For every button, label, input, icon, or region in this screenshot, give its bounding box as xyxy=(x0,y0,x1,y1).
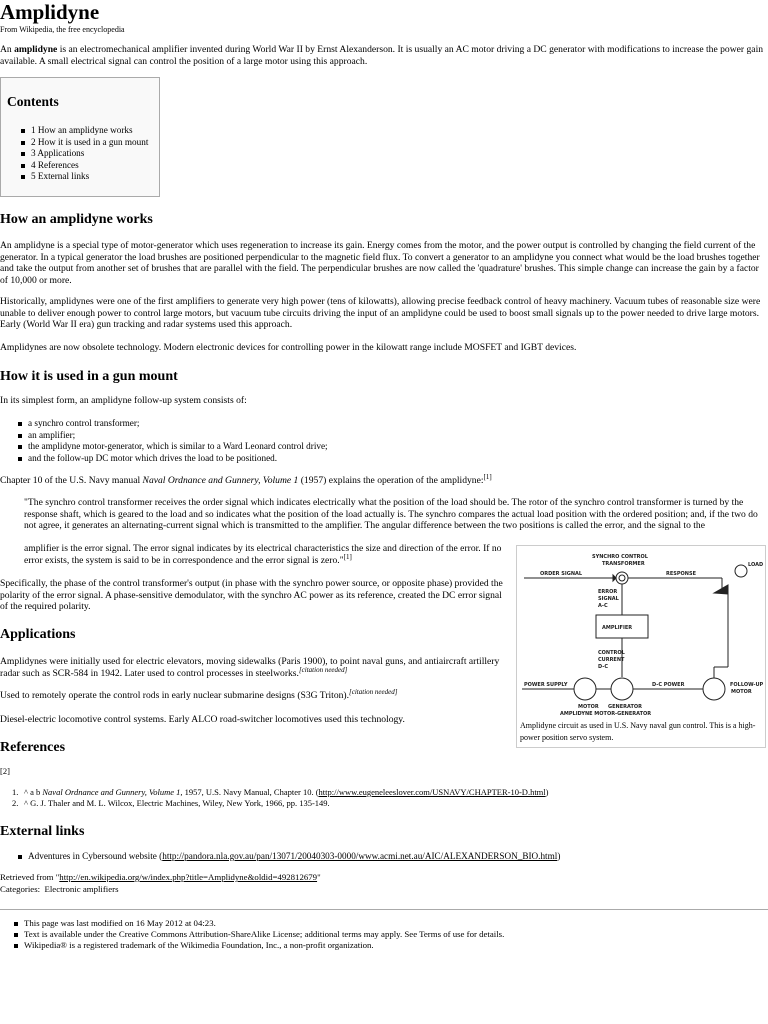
phase-paragraph: Specifically, the phase of the control transformer's output (in phase with the synchro power source, or opposite phase) provided the polarity of the error signal. A phase-sensitive demodulator, with the synchro AC power as its reference, created the DC error signal of the required polarity. xyxy=(0,578,503,613)
toc-title: Contents xyxy=(7,94,59,109)
table-of-contents xyxy=(0,77,160,197)
retrieved-from: Retrieved from "http://en.wikipedia.org/w/index.php?title=Amplidyne&oldid=492812679" xyxy=(0,872,321,882)
amplidyne-circuit-diagram xyxy=(518,547,764,719)
label-synchro: SYNCHRO CONTROL xyxy=(592,554,648,560)
citation-needed-2[interactable]: [citation needed] xyxy=(349,687,398,696)
label-follow-up: FOLLOW-UP xyxy=(730,682,764,688)
quote-block-2: amplifier is the error signal. The error signal indicates by its electrical characteristics the size and direction of the error. If no error exists, the system is said to be in correspondence and the error signal is zero."[1] xyxy=(24,543,502,566)
apps-paragraph-1: Amplidynes were initially used for electric elevators, moving sidewalks (Paris 1900), to point naval guns, and antiaircraft artillery radar such as SCR-584 in 1942. Later used to control processes in steelworks.[citation needed] xyxy=(0,656,500,679)
categories: Categories: Electronic amplifiers xyxy=(0,884,119,894)
how-paragraph-3: Amplidynes are now obsolete technology. Modern electronic devices for controlling power in the kilowatt range include MOSFET and IGBT devices. xyxy=(0,342,577,353)
footer-license: Text is available under the Creative Commons Attribution-ShareAlike License; additional terms may apply. See Terms of use for details. xyxy=(12,929,504,940)
heading-external-links: External links xyxy=(0,824,85,839)
toc-item-how[interactable]: 1 How an amplidyne works xyxy=(19,125,148,137)
chapter-paragraph: Chapter 10 of the U.S. Navy manual Naval Ordnance and Gunnery, Volume 1 (1957) explains the operation of the amplidyne:[1] xyxy=(0,472,492,486)
list-item: a synchro control transformer; xyxy=(16,418,328,430)
toc-item-references[interactable]: 4 References xyxy=(19,160,148,172)
footer-last-modified: This page was last modified on 16 May 2012 at 04:23. xyxy=(12,918,504,929)
reference-link-1[interactable]: http://www.eugeneleeslover.com/USNAVY/CHAPTER-10-D.html xyxy=(318,787,546,797)
ref-link-2[interactable]: [1] xyxy=(343,552,352,561)
footer-trademark: Wikipedia® is a registered trademark of the Wikimedia Foundation, Inc., a non-profit organization. xyxy=(12,940,504,951)
apps-paragraph-3: Diesel-electric locomotive control systems. Early ALCO road-switcher locomotives used this technology. xyxy=(0,714,405,725)
external-link-list xyxy=(16,851,560,863)
heading-gun-mount: How it is used in a gun mount xyxy=(0,369,178,384)
reference-item: 2. ^ G. J. Thaler and M. L. Wilcox, Electric Machines, Wiley, New York, 1966, pp. 135-149. xyxy=(12,798,330,808)
label-response: RESPONSE xyxy=(666,571,696,577)
label-dc-power: D-C POWER xyxy=(652,682,685,688)
label-follow-motor: MOTOR xyxy=(731,689,752,695)
label-ac: A-C xyxy=(598,603,608,609)
label-generator: GENERATOR xyxy=(608,704,642,710)
page-title: Amplidyne xyxy=(0,0,100,24)
toc-item-external-links[interactable]: 5 External links xyxy=(19,171,148,183)
toc-item-applications[interactable]: 3 Applications xyxy=(19,148,148,160)
heading-references: References xyxy=(0,740,66,755)
label-current: CURRENT xyxy=(598,657,625,663)
reference-item: 1. ^ a b Naval Ordnance and Gunnery, Volume 1, 1957, U.S. Navy Manual, Chapter 10. (http://www.eugeneleeslover.com/USNAVY/CHAPTER-10-D.html) xyxy=(12,787,549,797)
apps-paragraph-2: Used to remotely operate the control rods in early nuclear submarine designs (S3G Triton).[citation needed] xyxy=(0,687,398,701)
label-error: ERROR xyxy=(598,589,618,595)
label-load: LOAD xyxy=(748,562,764,568)
label-order-signal: ORDER SIGNAL xyxy=(540,571,583,577)
references-marker: [2] xyxy=(0,766,10,776)
list-item: the amplidyne motor-generator, which is similar to a Ward Leonard control drive; xyxy=(16,441,328,453)
quote-block-1: "The synchro control transformer receives the order signal which indicates electrically what the position of the load should be. The rotor of the synchro control transformer is turned by the response shaft, which is geared to the load and so indicates what the position of the load actually is. The synchro compares the actual load position with the ordered position; and, if the two do not agree, it generates an alternating-current signal which is transmitted to the amplifier. The angular difference between the two positions is called the error, and the signal to the xyxy=(24,497,758,532)
label-control: CONTROL xyxy=(598,650,625,656)
gun-intro: In its simplest form, an amplidyne follow-up system consists of: xyxy=(0,395,247,406)
list-item: and the follow-up DC motor which drives the load to be positioned. xyxy=(16,453,328,465)
how-paragraph-2: Historically, amplidynes were one of the first amplifiers to generate very high power (tens of kilowatts), allowing precise feedback control of heavy machinery. Vacuum tubes of reasonable size were unable to deliver enough power to control large motors, but vacuum tube circuits driving the input of an amplidyne could be used to boost small signals up to the power needed to drive large motors. Early (World War II era) gun tracking and radar systems used this approach. xyxy=(0,296,761,331)
figure-caption: Amplidyne circuit as used in U.S. Navy naval gun control. This is a high-power position servo system. xyxy=(520,721,756,742)
intro-paragraph: An amplidyne is an electromechanical amplifier invented during World War II by Ernst Alexanderson. It is usually an AC motor driving a DC generator with modifications to increase the power gain available. A small electrical signal can control the position of a large motor using this approach. xyxy=(0,44,764,67)
permanent-link[interactable]: http://en.wikipedia.org/w/index.php?title=Amplidyne&oldid=492812679 xyxy=(59,872,318,882)
heading-how: How an amplidyne works xyxy=(0,212,153,227)
list-item: Adventures in Cybersound website (http://pandora.nla.gov.au/pan/13071/20040303-0000/www.acmi.net.au/AIC/ALEXANDERSON_BIO.html) xyxy=(16,851,560,863)
amplidyne-circuit-figure xyxy=(516,545,766,748)
label-amplidyne-mg: AMPLIDYNE MOTOR-GENERATOR xyxy=(560,711,652,717)
label-power-supply: POWER SUPPLY xyxy=(524,682,568,688)
label-signal: SIGNAL xyxy=(598,596,619,602)
category-link-electronic-amplifiers[interactable]: Electronic amplifiers xyxy=(44,884,119,894)
label-amplifier: AMPLIFIER xyxy=(602,625,633,631)
list-item: an amplifier; xyxy=(16,430,328,442)
toc-item-gun-mount[interactable]: 2 How it is used in a gun mount xyxy=(19,137,148,149)
citation-needed-1[interactable]: [citation needed] xyxy=(298,665,348,674)
external-link-cybersound[interactable]: http://pandora.nla.gov.au/pan/13071/20040303-0000/www.acmi.net.au/AIC/ALEXANDERSON_BIO.html xyxy=(162,851,558,861)
heading-applications: Applications xyxy=(0,627,76,642)
reference-list xyxy=(0,787,549,809)
label-dc: D-C xyxy=(598,664,608,670)
footer-divider xyxy=(0,909,768,910)
label-motor: MOTOR xyxy=(578,704,599,710)
how-paragraph-1: An amplidyne is a special type of motor-generator which uses regeneration to increase its gain. Energy comes from the motor, and the power output is controlled by changing the field current of the generator. In a typical generator the load brushes are positioned perpendicular to the magnetic field flux. To convert a generator to an amplidyne you connect what would be the load brushes together and take the output from another set of brushes that are parallel with the field. The perpendicular brushes are now called the 'quadrature' brushes. This simple change can increase the gain by a factor of 10,000 or more. xyxy=(0,240,760,286)
intro-bold-term: amplidyne xyxy=(14,44,58,55)
tagline: From Wikipedia, the free encyclopedia xyxy=(0,25,125,34)
ref-link-1[interactable]: [1] xyxy=(483,472,492,481)
component-list xyxy=(16,418,328,464)
label-transformer: TRANSFORMER xyxy=(602,561,645,567)
